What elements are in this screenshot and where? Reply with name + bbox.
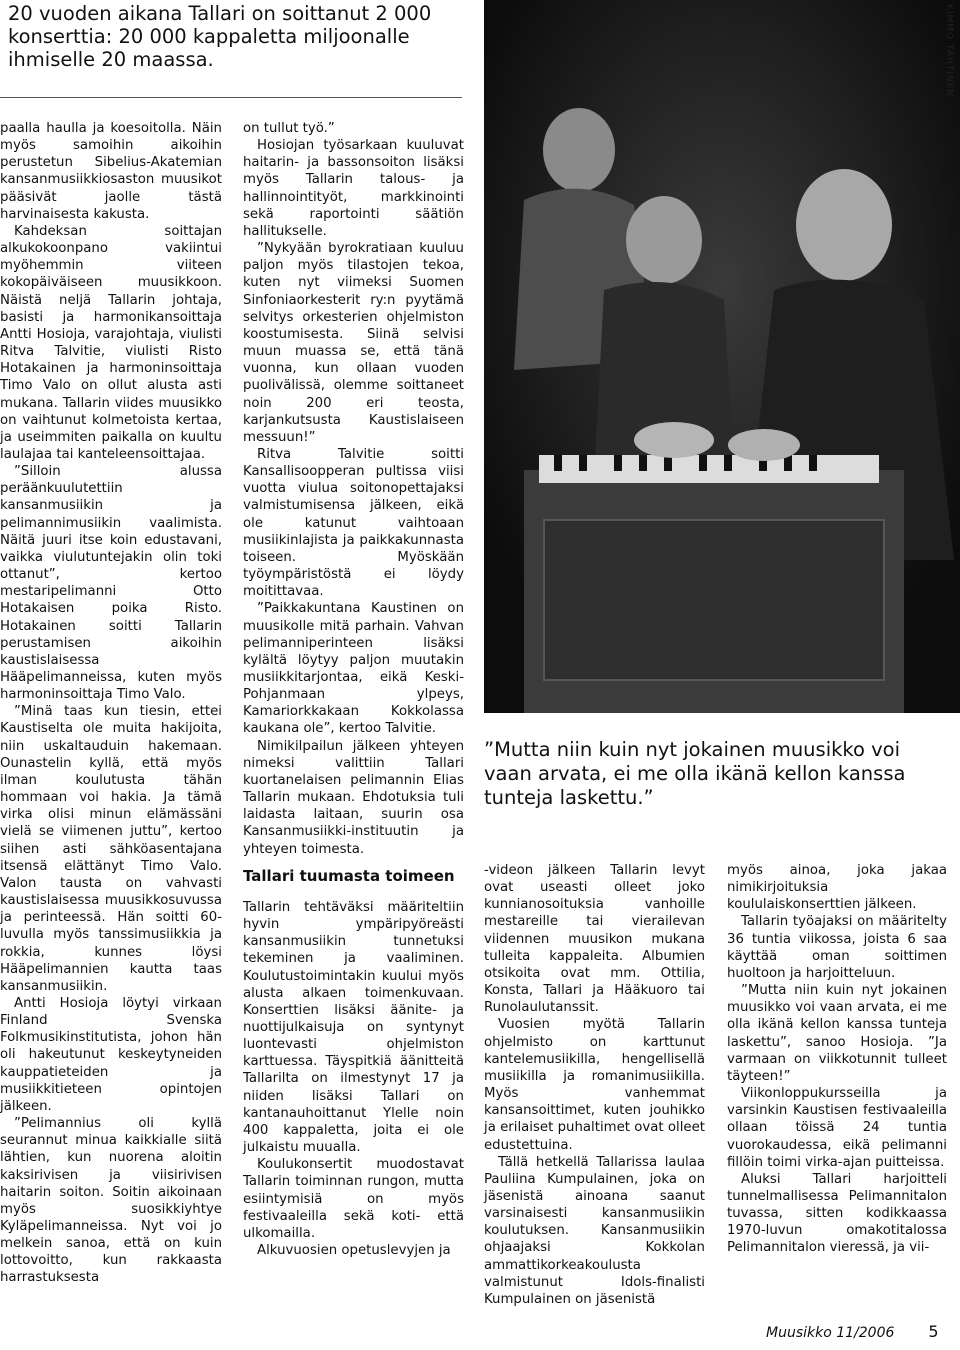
paragraph: ”Mutta niin kuin nyt jokainen muusikko voi vaan arvata, ei me olla ikänä kellon kanssa tunteja laskettu”, sanoo Hosioja. ”Ja varmaan on viikkotunnit tulleet täyteen!” — [727, 983, 947, 1084]
paragraph: ”Pelimannius oli kyllä seurannut minua kaikkialle siitä lähtien, kun nuorena aloitin kaksirivisen ja viisirivisen haitarin soiton. Soitin aikoinaan myös suosikkiyhtye Kyläpelimanneissa. Nyt voi jo melkein sanoa, että on kuin lottovoitto, kun rakkaasta harrastuksesta — [0, 1116, 222, 1286]
paragraph: ”Nykyään byrokratiaan kuuluu paljon myös tilastojen tekoa, kuten nyt viimeksi Suomen Sinfoniaorkesterit ry:n pyytämä selvitys orkesterien ohjelmiston koostumisesta. Siinä selvisi muun muassa se, että tänä vuonna, kun ollaan vuoden puolivälissä, olemme soittaneet noin 200 eri teosta, karjankutsusta Kaustislaiseen messuun!” — [243, 241, 464, 445]
pullquote-right: ”Mutta niin kuin nyt jokainen muusikko voi vaan arvata, ei me olla ikänä kellon kanssa tunteja laskettu.” — [484, 738, 906, 809]
paragraph: ”Paikkakuntana Kaustinen on muusikolle mitä parhain. Vahvan pelimanniperinteen lisäksi kylältä löytyy paljon muutakin musiikkitarjontaa, eikä Keski-Pohjanmaan ylpeys, Kamariorkkakaan Kokkolassa kaukana ole”, kertoo Talvitie. — [243, 601, 464, 737]
paragraph: -videon jälkeen Tallarin levyt ovat useasti olleet joko kunnianosoituksia vanhoille mestareille tai vierailevan viidennen muusikon mukana tulleita kappaleita. Albumien otsikoita ovat mm. Ottilia, Konsta, Tallari ja Hääkuoro tai Runolaulutanssit. — [484, 863, 705, 1016]
article-column-3 — [484, 862, 705, 1308]
paragraph: Alkuvuosien opetuslevyjen ja — [257, 1243, 451, 1258]
article-column-4 — [727, 862, 947, 1257]
paragraph: Kahdeksan soittajan alkukokoonpano vakiintui myöhemmin viiteen kokopäiväiseen muusikkoon. Näistä neljä Tallarin johtaja, basisti ja harmonikansoittaja Antti Hosioja, varajohtaja, viulisti Ritva Talvitie, viulisti Risto Hotakainen ja harmoninsoittaja Timo Valo on ollut alusta asti mukana. Tallarin viides muusikko on vaihtunut kolmetoista kertaa, ja useimmiten paikalla on kuultu laulajaa tai kanteleensoittajaa. — [0, 223, 222, 462]
photo-credit: KIMMO TÄHTINEN — [944, 4, 954, 98]
magazine-issue: Muusikko 11/2006 — [766, 1325, 895, 1341]
paragraph: Hosiojan työsarkaan kuuluvat haitarin- ja bassonsoiton lisäksi myös Tallarin talous- ja hallinnointityöt, markkinointi sekä raportointi säätiön hallitukselle. — [243, 138, 464, 239]
paragraph: Nimikilpailun jälkeen yhteyen nimeksi valittiin Tallari kuortanelaisen pelimannin Elias Tallarin mukaan. Ehdotuksia tuli laidasta laitaan, suurin osa Kansanmusiikki-instituutin ja yhteyen toimesta. — [243, 738, 464, 857]
paragraph: ”Minä taas kun tiesin, ettei Kaustiselta ole muita hakijoita, niin uskaltauduin hakemaan. Ounastelin kyllä, että myös ilman koulutusta tähän hommaan voi hakia. Ja tämä virka olisi minun elämässäni vielä se viimenen juttu”, kertoo siihen asti sähköasentajana itsensä elättänyt Timo Valo. Valon tausta on vahvasti kaustislaisessa muusikkosuvussa ja perinteessä. Hän soitti 60-luvulla myös tanssimusiikkia ja rokkia, kunnes löysi Hääpelimannien kautta taas kansanmusiikin. — [0, 704, 222, 994]
paragraph: ”Silloin alussa peräänkuulutettiin kansanmusiikin ja pelimannimusiikin vaalimista. Näitä juuri itse koin edustavani, vaikka viulutuntejakin olin toki ottanut”, kertoo mestaripelimanni Otto Hotakaisen poika Risto. Hotakainen soitti Tallarin perustamisen aikoihin kaustislaisessa Hääpelimanneissa, kuten myös harmoninsoittaja Timo Valo. — [0, 464, 222, 703]
page-number: 5 — [928, 1322, 939, 1341]
paragraph: on tullut työ.” — [243, 121, 335, 136]
article-column-2 — [243, 120, 464, 1259]
paragraph: Antti Hosioja löytyi virkaan Finland Svenska Folkmusikinstitutista, johon hän oli hakeutunut keskeytyneiden kauppatieteiden ja musiikkitieteen opintojen jälkeen. — [0, 995, 222, 1114]
paragraph: Tallarin työajaksi on määritelty 36 tuntia viikossa, joista 6 saa käyttää oman soittimen huoltoon ja harjoitteluun. — [727, 914, 947, 981]
band-photo — [484, 0, 960, 713]
paragraph: Tällä hetkellä Tallarissa laulaa Pauliina Kumpulainen, joka on jäsenistä ainoana saanut varsinaisesti kansanmusiikin koulutuksen. Kansanmusiikin ohjaajaksi Kokkolan ammattikorkeakoulusta valmistunut Idols-finalisti Kumpulainen on jäsenistä — [484, 1154, 705, 1307]
article-column-1 — [0, 120, 222, 1287]
paragraph: Ritva Talvitie soitti Kansallisoopperan pultissa viisi vuotta viulua soitonopettajaksi valmistumisensa jälkeen, eikä ole katunut vaihtoaan musiikinlajista ja paikkakunnasta toiseen. Myöskään työympäristöstä ei löydy moitittavaa. — [243, 446, 464, 600]
paragraph: Koulukonsertit muodostavat Tallarin toiminnan rungon, mutta esiintymisiä on myös festivaaleilla sekä koti- että ulkomailla. — [243, 1157, 464, 1241]
divider-rule — [0, 97, 462, 98]
paragraph: myös ainoa, joka jakaa nimikirjoituksia koululaiskonserttien jälkeen. — [727, 863, 947, 913]
pullquote-top: 20 vuoden aikana Tallari on soittanut 2 000 konserttia: 20 000 kappaletta miljoonalle ihmiselle 20 maassa. — [8, 2, 432, 71]
page-footer — [766, 1322, 939, 1341]
band-photo-image — [484, 0, 960, 713]
paragraph: Vuosien myötä Tallarin ohjelmisto on karttunut kantelemusiikilla, hengellisellä musiikilla ja romanimusiikilla. Myös vanhemmat kansansoittimet, kuten jouhikko ja erilaiset puhaltimet ovat olleet edustettuina. — [484, 1017, 705, 1153]
paragraph: paalla haulla ja koesoitolla. Näin myös samoihin aikoihin perustetun Sibelius-Akatemian kansanmusiikkiosaston muusikot pääsivät jaolle tästä harvinaisesta kakusta. — [0, 121, 222, 222]
section-heading: Tallari tuumasta toimeen — [243, 866, 455, 885]
paragraph: Viikonloppukursseilla ja varsinkin Kaustisen festivaaleilla ollaan töissä 24 tuntia vuorokaudessa, eikä pelimanni fillöin toimi virka-ajan puitteissa. — [727, 1086, 947, 1170]
paragraph: Aluksi Tallari harjoitteli tunnelmallisessa Pelimannitalon tuvassa, sitten kodikkaassa 1970-luvun omakotitalossa Pelimannitalon vieressä, ja vii- — [727, 1171, 947, 1256]
paragraph: Tallarin tehtäväksi määriteltiin hyvin ympäripyöreästi kansanmusiikin tunnetuksi tekeminen ja vaaliminen. Koulutustoimintakin kuului myös alusta alkaen toimenkuvaan. Konserttien lisäksi äänite- ja nuottijulkaisuja on syntynyt luontevasti ohjelmiston karttuessa. Täyspitkiä äänitteitä Tallarilta on ilmestynyt 17 ja niiden lisäksi Tallari on kantanauhoittanut Ylelle noin 400 kappaletta, joita ei ole julkaistu muualla. — [243, 899, 464, 1156]
